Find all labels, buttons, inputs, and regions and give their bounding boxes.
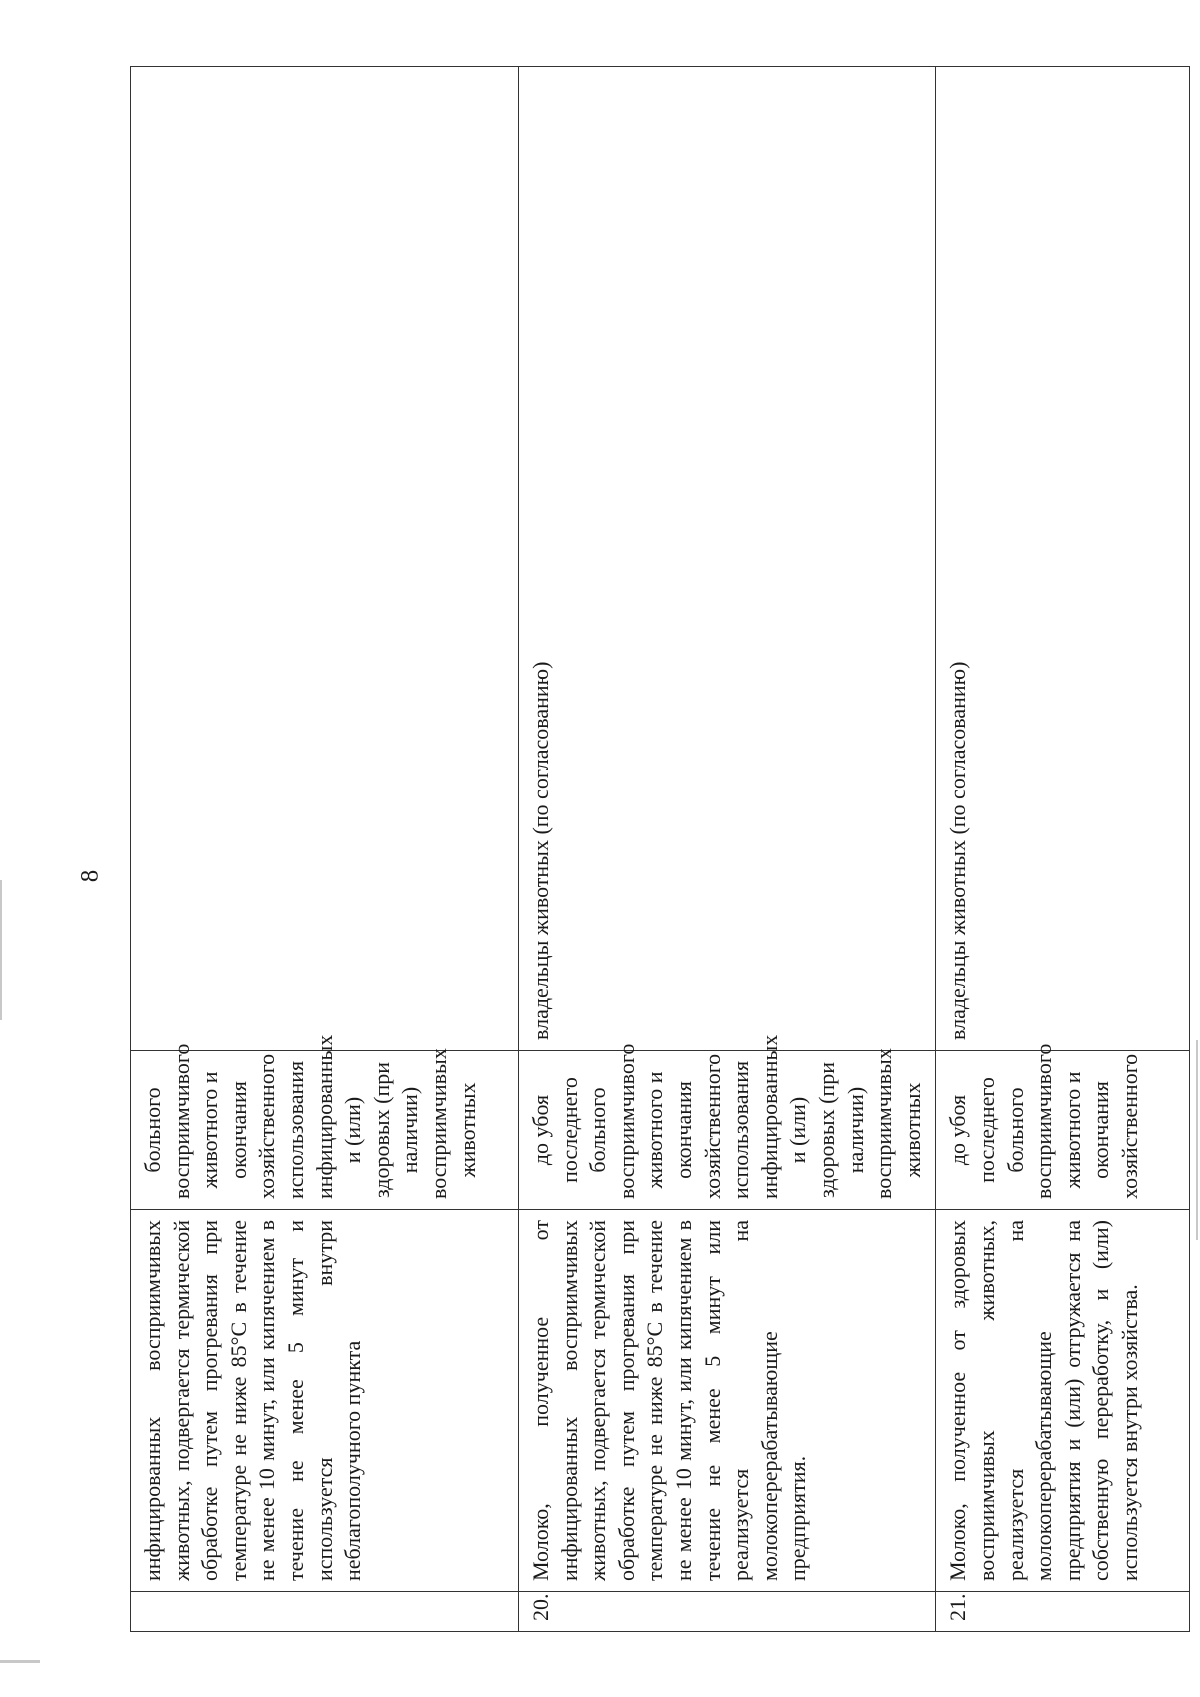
measure-description: инфицированных восприимчивых животных, подвергается термической обработке путем прогревания при температуре не ниже 85°С в течение не менее 10 минут, или кипячением в течение не менее 5 минут и используется внутри неблагополучного пункта: [131, 1210, 519, 1592]
measure-description: Молоко, полученное от здоровых восприимчивых животных, реализуется на молокоперерабатывающие предприятия и (или) отгружается на собственную переработку, и (или) используется внутри хозяйства.: [936, 1210, 1190, 1592]
scan-edge-mark-left: [0, 880, 2, 1020]
responsible-party: [131, 67, 519, 1051]
row-number: 21.: [936, 1592, 1190, 1632]
responsible-party: владельцы животных (по согласованию): [936, 67, 1190, 1051]
table-row: [131, 67, 519, 1632]
table-row: [936, 67, 1190, 1632]
row-number: [131, 1592, 519, 1632]
scan-edge-mark-right: [1196, 1040, 1198, 1240]
measure-term: до убоя последнего больного восприимчивого животного и окончания хозяйственного использования инфицированных и (или) здоровых (при наличии) восприимчивых животных: [519, 1051, 936, 1210]
responsible-party: владельцы животных (по согласованию): [519, 67, 936, 1051]
measure-description: Молоко, полученное от инфицированных восприимчивых животных, подвергается термической обработке путем прогревания при температуре не ниже 85°С в течение не менее 10 минут, или кипячением в течение не менее 5 минут или реализуется на молокоперерабатывающие предприятия.: [519, 1210, 936, 1592]
row-number: 20.: [519, 1592, 936, 1632]
scan-edge-mark-bottom: [0, 1660, 40, 1663]
rotated-page-content: [130, 67, 1142, 1632]
table-row: [519, 67, 936, 1632]
measure-term: до убоя последнего больного восприимчивого животного и окончания хозяйственного: [936, 1051, 1190, 1210]
page-number: 8: [76, 869, 104, 883]
measures-table: [130, 66, 1190, 1632]
measure-term: больного восприимчивого животного и окончания хозяйственного использования инфицированных и (или) здоровых (при наличии) восприимчивых животных: [131, 1051, 519, 1210]
